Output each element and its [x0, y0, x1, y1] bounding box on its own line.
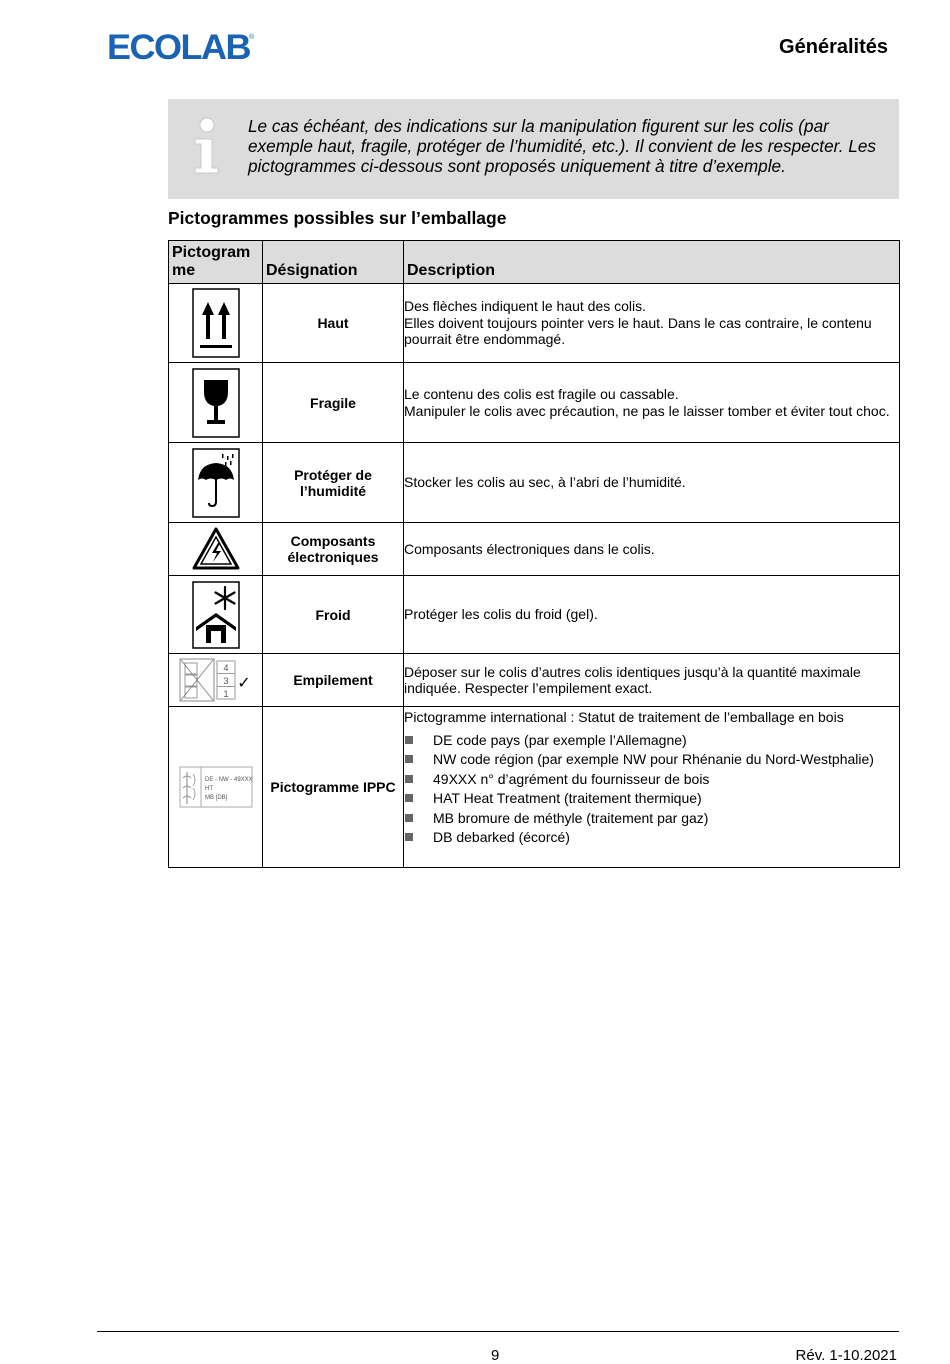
- table-row: [169, 576, 900, 654]
- this-way-up-icon: [192, 288, 240, 358]
- list-item: DB debarked (écorcé): [404, 830, 899, 846]
- umbrella-rain-icon: [192, 448, 240, 518]
- table-row: [169, 363, 900, 443]
- subheading: Pictogrammes possibles sur l’emballage: [168, 208, 507, 228]
- bullet-square-icon: [405, 755, 413, 763]
- svg-text:®: ®: [249, 34, 255, 41]
- table-row: [169, 523, 900, 576]
- designation-cell: Pictogramme IPPC: [263, 707, 404, 868]
- fragile-glass-icon: [192, 368, 240, 438]
- check-icon: ✓: [236, 673, 251, 692]
- list-item: 49XXX n° d’agrément du fournisseur de bois: [404, 772, 899, 788]
- pictogram-cell: [169, 654, 263, 707]
- section-title: Généralités: [779, 36, 888, 58]
- list-item: NW code région (par exemple NW pour Rhénanie du Nord-Westphalie): [404, 752, 899, 768]
- pictogram-cell: [169, 443, 263, 523]
- designation-cell: Fragile: [263, 363, 404, 443]
- description-cell: Le contenu des colis est fragile ou cassable. Manipuler le colis avec précaution, ne pas le laisser tomber et éviter tout choc.: [404, 363, 900, 443]
- bullet-square-icon: [405, 775, 413, 783]
- info-icon: [190, 117, 224, 175]
- info-note: [168, 99, 899, 199]
- description-cell: Stocker les colis au sec, à l’abri de l’humidité.: [404, 443, 900, 523]
- header-designation: Désignation: [263, 241, 404, 284]
- pictogram-cell: [169, 523, 263, 576]
- ippc-line: DE - NW - 49XXX: [204, 777, 253, 783]
- note-text: Le cas échéant, des indications sur la manipulation figurent sur les colis (par exemple haut, fragile, protéger de l’humidité, etc.). Il convient de les respecter. Les pictogrammes ci-dessous sont proposés uniquement à titre d’exemple.: [248, 116, 876, 176]
- list-item: DE code pays (par exemple l’Allemagne): [404, 733, 899, 749]
- header-pictogram: Pictogramme: [169, 241, 263, 284]
- ecolab-logo: [106, 28, 256, 62]
- ippc-line: MB [DB]: [204, 795, 227, 801]
- pictogram-cell: [169, 576, 263, 654]
- ippc-stamp-icon: [179, 766, 253, 808]
- stack-number: 1: [222, 689, 229, 699]
- list-item: HAT Heat Treatment (traitement thermique): [404, 791, 899, 807]
- description-cell: Protéger les colis du froid (gel).: [404, 576, 900, 654]
- bullet-square-icon: [405, 833, 413, 841]
- table-row: [169, 707, 900, 868]
- pictogram-table: [168, 240, 900, 868]
- designation-cell: Protéger de l’humidité: [263, 443, 404, 523]
- pictogram-cell: [169, 284, 263, 363]
- stacking-limit-icon: [179, 658, 253, 702]
- stack-number: 4: [222, 663, 229, 673]
- designation-cell: Empilement: [263, 654, 404, 707]
- footer-divider: [97, 1331, 899, 1332]
- table-row: [169, 654, 900, 707]
- list-item: MB bromure de méthyle (traitement par gaz): [404, 811, 899, 827]
- table-header-row: [169, 241, 900, 284]
- revision-label: Rév. 1-10.2021: [795, 1347, 897, 1364]
- page-number: 9: [491, 1347, 500, 1364]
- designation-cell: Haut: [263, 284, 404, 363]
- description-cell: Déposer sur le colis d’autres colis identiques jusqu’à la quantité maximale indiquée. Respecter l’empilement exact.: [404, 654, 900, 707]
- ippc-bullet-list: [404, 733, 899, 846]
- designation-cell: Composants électroniques: [263, 523, 404, 576]
- table-row: [169, 443, 900, 523]
- high-voltage-warning-icon: [191, 526, 241, 572]
- snowflake-shelter-icon: [192, 581, 240, 649]
- ippc-description: Pictogramme international : Statut de traitement de l’emballage en bois: [404, 709, 844, 725]
- bullet-square-icon: [405, 814, 413, 822]
- bullet-square-icon: [405, 736, 413, 744]
- logo-text: ECOLAB: [107, 28, 251, 62]
- stack-number: 3: [222, 676, 229, 686]
- pictogram-cell: [169, 707, 263, 868]
- description-cell: Des flèches indiquent le haut des colis. Elles doivent toujours pointer vers le haut. Dans le cas contraire, le contenu pourrait être endommagé.: [404, 284, 900, 363]
- pictogram-cell: [169, 363, 263, 443]
- description-cell: Composants électroniques dans le colis.: [404, 523, 900, 576]
- description-cell: [404, 707, 900, 868]
- header-description: Description: [404, 241, 900, 284]
- designation-cell: Froid: [263, 576, 404, 654]
- ippc-line: HT: [204, 786, 213, 792]
- table-row: [169, 284, 900, 363]
- bullet-square-icon: [405, 794, 413, 802]
